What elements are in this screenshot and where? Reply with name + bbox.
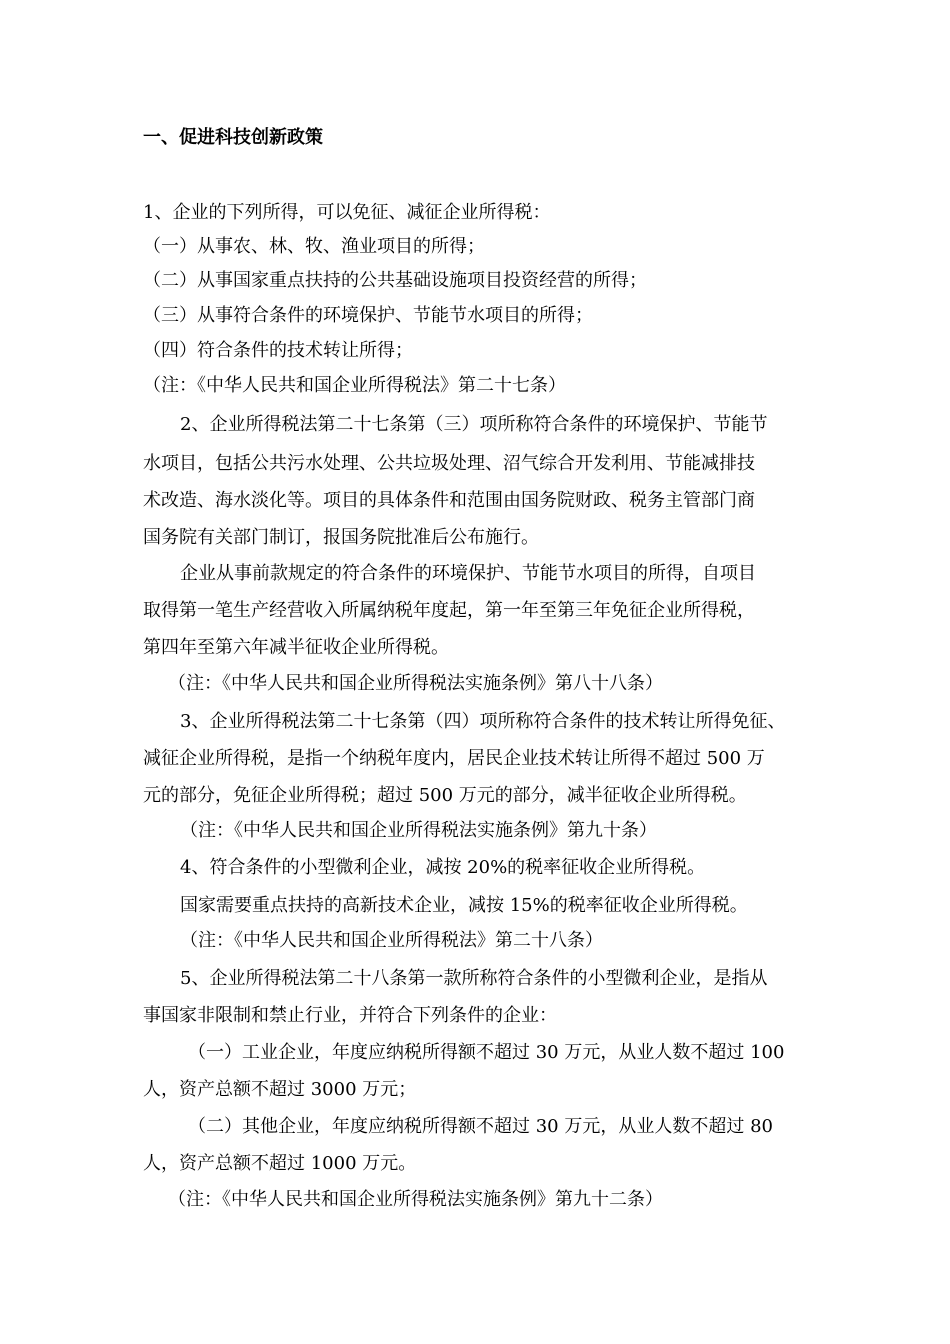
note-line: （注：《中华人民共和国企业所得税法实施条例》第八十八条）	[168, 673, 663, 694]
paragraph-line: （三）从事符合条件的环境保护、节能节水项目的所得；	[143, 305, 593, 326]
paragraph-line: 5、企业所得税法第二十八条第一款所称符合条件的小型微利企业，是指从	[180, 968, 768, 989]
paragraph-line: 术改造、海水淡化等。项目的具体条件和范围由国务院财政、税务主管部门商	[143, 490, 755, 511]
paragraph-line: 减征企业所得税，是指一个纳税年度内，居民企业技术转让所得不超过 500 万	[143, 748, 765, 769]
note-line: （注：《中华人民共和国企业所得税法》第二十八条）	[180, 930, 603, 951]
note-line: （注：《中华人民共和国企业所得税法》第二十七条）	[143, 375, 566, 396]
section-title: 一、促进科技创新政策	[143, 127, 323, 148]
paragraph-line: 1、企业的下列所得，可以免征、减征企业所得税：	[143, 202, 551, 223]
paragraph-line: 第四年至第六年减半征收企业所得税。	[143, 637, 449, 658]
paragraph-line: 取得第一笔生产经营收入所属纳税年度起，第一年至第三年免征企业所得税，	[143, 600, 755, 621]
paragraph-line: （二）其他企业，年度应纳税所得额不超过 30 万元，从业人数不超过 80	[188, 1116, 773, 1137]
paragraph-line: （四）符合条件的技术转让所得；	[143, 340, 413, 361]
paragraph-line: 2、企业所得税法第二十七条第（三）项所称符合条件的环境保护、节能节	[180, 414, 768, 435]
paragraph-line: 企业从事前款规定的符合条件的环境保护、节能节水项目的所得，自项目	[180, 563, 756, 584]
paragraph-line: 3、企业所得税法第二十七条第（四）项所称符合条件的技术转让所得免征、	[180, 711, 786, 732]
paragraph-line: 国务院有关部门制订，报国务院批准后公布施行。	[143, 527, 539, 548]
paragraph-line: （一）从事农、林、牧、渔业项目的所得；	[143, 236, 485, 257]
paragraph-line: 元的部分，免征企业所得税；超过 500 万元的部分，减半征收企业所得税。	[143, 785, 747, 806]
paragraph-line: 水项目，包括公共污水处理、公共垃圾处理、沼气综合开发利用、节能减排技	[143, 453, 755, 474]
note-line: （注：《中华人民共和国企业所得税法实施条例》第九十条）	[180, 820, 657, 841]
paragraph-line: 事国家非限制和禁止行业，并符合下列条件的企业：	[143, 1005, 557, 1026]
paragraph-line: （二）从事国家重点扶持的公共基础设施项目投资经营的所得；	[143, 270, 647, 291]
paragraph-line: 4、符合条件的小型微利企业，减按 20%的税率征收企业所得税。	[180, 857, 706, 878]
paragraph-line: 人，资产总额不超过 1000 万元。	[143, 1153, 417, 1174]
note-line: （注：《中华人民共和国企业所得税法实施条例》第九十二条）	[168, 1189, 663, 1210]
paragraph-line: 国家需要重点扶持的高新技术企业，减按 15%的税率征收企业所得税。	[180, 895, 748, 916]
paragraph-line: 人，资产总额不超过 3000 万元；	[143, 1079, 417, 1100]
paragraph-line: （一）工业企业，年度应纳税所得额不超过 30 万元，从业人数不超过 100	[188, 1042, 785, 1063]
